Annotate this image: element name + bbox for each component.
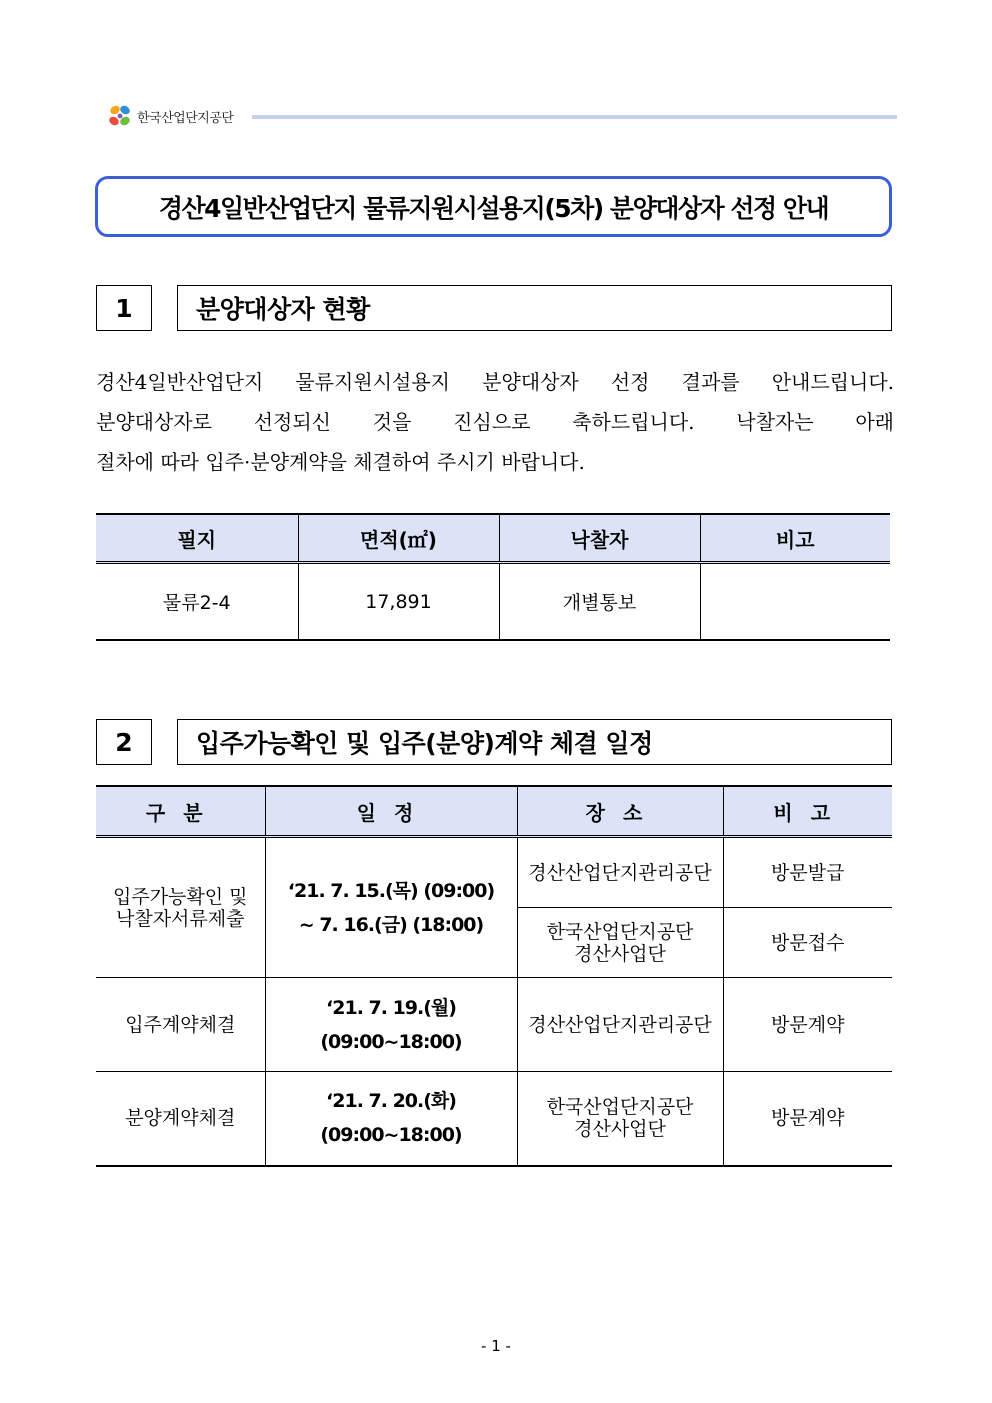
title-box bbox=[95, 176, 892, 237]
paragraph-line: 분양대상자로 선정되신 것을 진심으로 축하드립니다. 낙찰자는 아래 bbox=[96, 410, 894, 434]
schedule-line: ~ 7. 16.(금) (18:00) bbox=[298, 913, 484, 936]
cell-category: 분양계약체결 bbox=[96, 1072, 265, 1166]
table-row bbox=[96, 1072, 892, 1166]
header-schedule: 일정 bbox=[265, 786, 517, 837]
header-note: 비고 bbox=[700, 514, 890, 563]
cell-place: 경산산업단지관리공단 bbox=[517, 837, 723, 908]
cell-winner: 개별통보 bbox=[499, 563, 700, 641]
table-row bbox=[96, 563, 890, 641]
table-header-row bbox=[96, 514, 890, 563]
cell-note: 방문접수 bbox=[723, 908, 892, 978]
cell-area: 17,891 bbox=[298, 563, 499, 641]
cell-note: 방문계약 bbox=[723, 1072, 892, 1166]
header-note: 비고 bbox=[723, 786, 892, 837]
place-line: 경산사업단 bbox=[574, 1118, 666, 1141]
org-logo-icon bbox=[106, 102, 134, 130]
cell-note: 방문계약 bbox=[723, 978, 892, 1072]
category-line: 입주가능확인 및 bbox=[112, 885, 248, 908]
org-logo bbox=[106, 102, 233, 130]
cell-parcel: 물류2-4 bbox=[96, 563, 298, 641]
paragraph-line: 경산4일반산업단지 물류지원시설용지 분양대상자 선정 결과를 안내드립니다. bbox=[96, 370, 894, 394]
page-number: - 1 - bbox=[481, 1337, 511, 1355]
cell-schedule bbox=[265, 837, 517, 978]
header-place: 장소 bbox=[517, 786, 723, 837]
document-title: 경산4일반산업단지 물류지원시설용지(5차) 분양대상자 선정 안내 bbox=[158, 193, 829, 223]
schedule-line: (09:00~18:00) bbox=[320, 1030, 462, 1053]
org-name: 한국산업단지공단 bbox=[137, 110, 234, 126]
schedule-table bbox=[96, 785, 892, 1167]
category-line: 낙찰자서류제출 bbox=[116, 907, 245, 930]
table-header-row bbox=[96, 786, 892, 837]
allocation-table bbox=[96, 513, 890, 641]
cell-category: 입주계약체결 bbox=[96, 978, 265, 1072]
section1-title: 분양대상자 현황 bbox=[177, 285, 892, 331]
section1-number: 1 bbox=[96, 285, 152, 331]
table-row bbox=[96, 978, 892, 1072]
section2-title: 입주가능확인 및 입주(분양)계약 체결 일정 bbox=[177, 719, 892, 765]
cell-schedule bbox=[265, 1072, 517, 1166]
header-rule bbox=[252, 115, 897, 119]
schedule-line: (09:00~18:00) bbox=[320, 1124, 462, 1147]
place-line: 경산사업단 bbox=[574, 942, 666, 965]
cell-category bbox=[96, 837, 265, 978]
header-winner: 낙찰자 bbox=[499, 514, 700, 563]
section1-paragraph bbox=[96, 362, 894, 482]
schedule-line: ‘21. 7. 20.(화) bbox=[326, 1090, 456, 1113]
cell-note bbox=[700, 563, 890, 641]
schedule-line: ‘21. 7. 19.(월) bbox=[326, 996, 456, 1019]
header-category: 구분 bbox=[96, 786, 265, 837]
table-row bbox=[96, 837, 892, 908]
section2-number: 2 bbox=[96, 719, 152, 765]
cell-schedule bbox=[265, 978, 517, 1072]
place-line: 한국산업단지공단 bbox=[546, 1096, 694, 1119]
cell-place bbox=[517, 908, 723, 978]
schedule-line: ‘21. 7. 15.(목) (09:00) bbox=[287, 879, 495, 902]
cell-place: 경산산업단지관리공단 bbox=[517, 978, 723, 1072]
cell-place bbox=[517, 1072, 723, 1166]
paragraph-line: 절차에 따라 입주·분양계약을 체결하여 주시기 바랍니다. bbox=[96, 450, 585, 474]
header-area: 면적(㎡) bbox=[298, 514, 499, 563]
place-line: 한국산업단지공단 bbox=[546, 920, 694, 943]
cell-note: 방문발급 bbox=[723, 837, 892, 908]
header-parcel: 필지 bbox=[96, 514, 298, 563]
